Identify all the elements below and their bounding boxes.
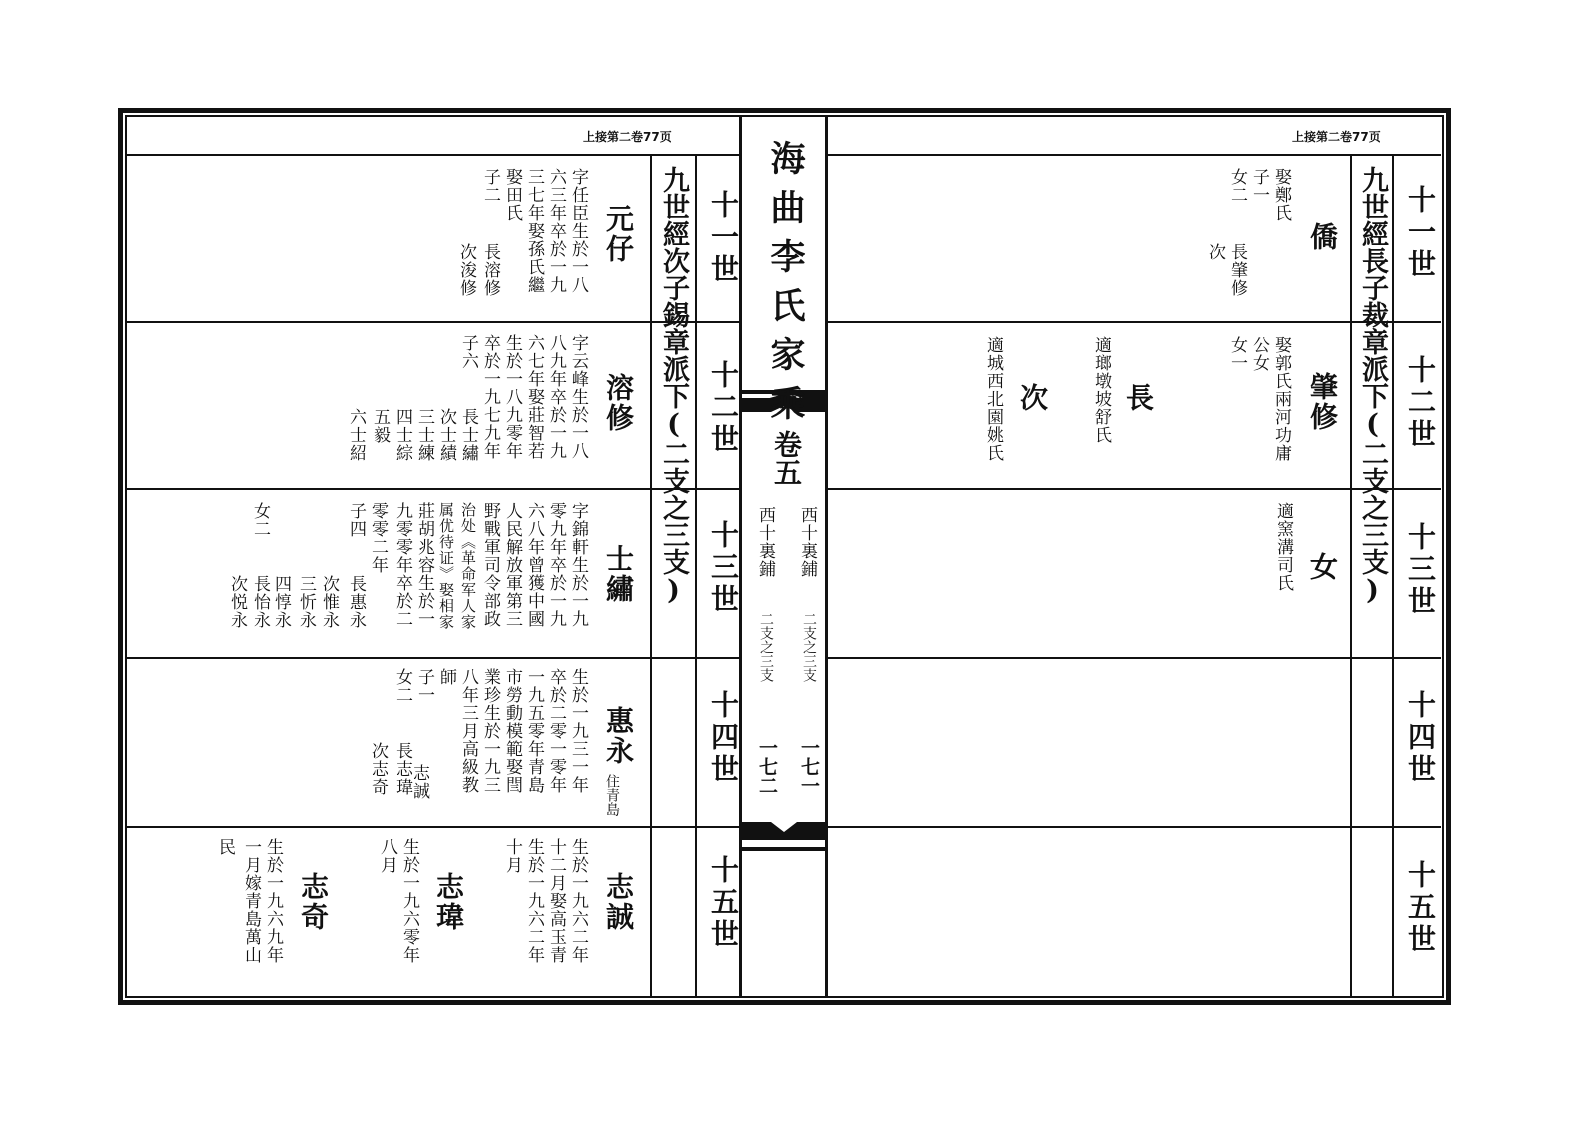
bio-line: 八月 [377,838,397,874]
right-gen-11: 十一世 [1404,185,1437,281]
son-line: 次士績 [436,408,456,462]
right-col-branch: 二支之三支 [801,612,817,682]
person-name-rongxiu: 溶修 [602,373,635,433]
bio-line: 人民解放軍第三 [502,502,522,628]
bio-line: 卒於二零一零年 [546,668,566,794]
person-name-yuanzi: 元仔 [602,204,635,264]
bio-line: 属优待证》娶相家 [437,502,455,630]
son-line: 三士練 [414,408,434,462]
volume-label: 卷五 [770,430,803,486]
right-header-rule [827,154,1441,156]
bio-line: 生於一九六零年 [399,838,419,964]
son-line: 長士繡 [458,408,478,462]
person-name-nv: 女 [1306,552,1339,582]
bio-line: 一九五零年青島 [524,668,544,794]
right-row-rule-1 [827,321,1441,323]
son-line: 長惠永 [346,575,366,629]
bio-line: 零零二年 [368,502,388,574]
son-line: 次 [1205,243,1225,261]
right-row-rule-2 [827,488,1441,490]
son-line-extra: 志誠 [409,764,429,800]
right-row-rule-4 [827,826,1441,828]
bio-line: 子一 [1249,168,1269,204]
left-gen-13: 十三世 [707,520,740,616]
son-line: 次志奇 [368,742,388,796]
person-name-zhiqi: 志奇 [297,872,330,932]
left-row-rule-1 [127,321,741,323]
bio-line: 適窯溝司氏 [1273,502,1293,592]
bio-line: 女二 [392,668,412,704]
bio-line: 生於一九三一年 [568,668,588,794]
left-continuation-note: 上接第二卷77页 [583,130,672,144]
bio-line: 師 [436,668,456,686]
person-name-qiao: 僑 [1306,222,1339,252]
left-col-place: 西十裏鋪 [755,506,775,578]
bio-line: 八九年卒於一九 [546,334,566,460]
son-line: 次惟永 [319,575,339,629]
right-col-page: 一七一 [798,738,820,795]
spine-rule-bottom [741,847,827,851]
left-row-rule-3 [127,657,741,659]
son-line: 長志瑋 [392,742,412,796]
left-row-rule-4 [127,826,741,828]
right-branch-col-rule [1350,155,1352,996]
bio-line: 三七年娶孫氏繼 [524,168,544,294]
bio-line: 生於一九六九年 [263,838,283,964]
son-line: 長肇修 [1227,243,1247,297]
left-gen-15: 十五世 [707,855,740,951]
bio-line: 子一 [414,668,434,704]
left-col-branch: 二支之三支 [758,612,774,682]
son-line: 長怡永 [250,575,270,629]
person-name-shixiu: 士繡 [602,544,635,604]
right-row-rule-3 [827,657,1441,659]
right-gen-15: 十五世 [1404,860,1437,956]
bio-line: 市勞動模範娶閆 [502,668,522,794]
daughters-note: 女二 [250,502,270,538]
bio-line: 子四 [346,502,366,538]
bio-line: 八年三月高級教 [458,668,478,794]
left-branch-heading: 九世經次子錫章派下(二支之三支) [658,166,689,606]
right-gen-12: 十二世 [1404,355,1437,451]
bio-line: 適瑯墩坡舒氏 [1091,336,1111,444]
bio-line: 零九年卒於一九 [546,502,566,628]
bio-line: 字云峰生於一八 [568,334,588,460]
son-line: 次悦永 [227,575,247,629]
left-gen-11: 十一世 [707,190,740,286]
bio-line: 民 [215,838,235,856]
bio-line: 卒於一九七九年 [480,334,500,460]
person-name-huiyong: 惠永 [602,706,635,766]
right-branch-heading: 九世經長子裁章派下(二支之三支) [1357,166,1388,606]
son-line: 次浚修 [456,243,476,297]
person-name-zhang: 長 [1122,383,1155,413]
bio-line: 野戰軍司令部政 [480,502,500,628]
bio-line: 六七年娶莊智若 [524,334,544,460]
left-col-page: 一七二 [756,738,778,795]
residence-note: 住青島 [604,774,620,816]
right-gen-14: 十四世 [1404,690,1437,786]
bio-line: 六八年曾獲中國 [524,502,544,628]
bio-line: 適城西北園姚氏 [983,336,1003,462]
bio-line: 子六 [458,334,478,370]
left-gen-col-rule [695,155,697,996]
bio-line: 娶田氏 [502,168,522,222]
son-line: 六士紹 [346,408,366,462]
son-line: 四惇永 [271,575,291,629]
bio-line: 娶郭氏兩河功庸 [1271,336,1291,462]
right-gen-13: 十三世 [1404,522,1437,618]
right-gen-col-rule [1392,155,1394,996]
son-line: 三忻永 [296,575,316,629]
left-row-rule-2 [127,488,741,490]
bio-line: 生於一八九零年 [502,334,522,460]
son-line: 長溶修 [480,243,500,297]
left-branch-col-rule [650,155,652,996]
bio-line: 一月嫁青島萬山 [241,838,261,964]
bio-line: 生於一九六二年 [568,838,588,964]
person-name-zhicheng: 志誠 [602,872,635,932]
person-name-ci: 次 [1016,383,1049,413]
left-gen-14: 十四世 [707,690,740,786]
bio-line: 女一 [1227,336,1247,372]
son-line: 五毅 [370,408,390,444]
right-continuation-note: 上接第二卷77页 [1292,130,1381,144]
bio-line: 十月 [502,838,522,874]
bio-line: 女二 [1227,168,1247,204]
son-line: 四士綜 [392,408,412,462]
bio-line: 字任臣生於一八 [568,168,588,294]
bio-line: 六三年卒於一九 [546,168,566,294]
bio-line: 字錦軒生於一九 [568,502,588,628]
bio-line: 治处《革命军人家 [459,502,477,630]
bio-line: 九零零年卒於二 [392,502,412,628]
bio-line: 十二月娶高玉青 [546,838,566,964]
person-name-zhiwei: 志瑋 [432,872,465,932]
bio-line: 娶鄭氏 [1271,168,1291,222]
left-header-rule [127,154,741,156]
book-title: 海曲李氏家乘 [765,140,806,434]
bio-line: 公女 [1249,336,1269,372]
bio-line: 生於一九六二年 [524,838,544,964]
bio-line: 子二 [480,168,500,204]
left-gen-12: 十二世 [707,360,740,456]
bio-line: 莊胡兆容生於一 [414,502,434,628]
person-name-zhaoxiu: 肇修 [1306,372,1339,432]
bio-line: 業珍生於一九三 [480,668,500,794]
right-col-place: 西十裏鋪 [797,506,817,578]
